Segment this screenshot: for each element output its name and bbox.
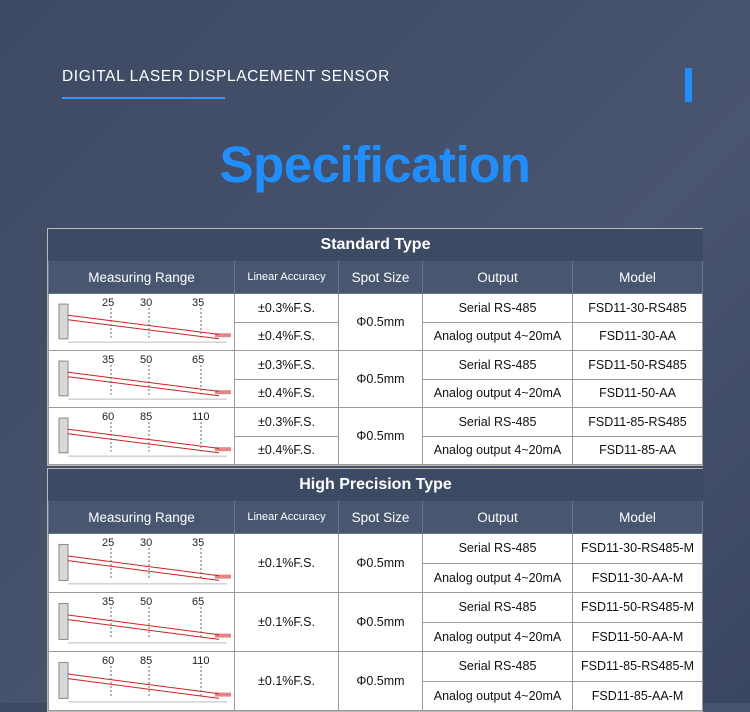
range-label: 50 (140, 596, 153, 608)
output-value: Analog output 4~20mA (423, 681, 573, 711)
range-label: 110 (192, 655, 210, 667)
measuring-range-graph (49, 652, 235, 711)
range-label: 65 (192, 354, 205, 366)
page-title: Specification (219, 136, 531, 193)
column-header-linear-accuracy: Linear Accuracy (235, 261, 339, 294)
range-label: 35 (102, 596, 115, 608)
model-value: FSD11-30-AA-M (573, 563, 703, 593)
model-value: FSD11-30-RS485 (573, 294, 703, 323)
model-value: FSD11-50-AA-M (573, 622, 703, 652)
page-header (62, 68, 702, 99)
table-row (49, 408, 703, 437)
table-row (49, 351, 703, 380)
output-value: Serial RS-485 (423, 294, 573, 323)
range-label: 25 (102, 297, 115, 309)
column-header-output: Output (423, 261, 573, 294)
model-value: FSD11-30-AA (573, 322, 703, 351)
linear-accuracy-value: ±0.4%F.S. (235, 379, 339, 408)
range-label: 60 (102, 411, 115, 423)
range-label: 30 (140, 537, 153, 549)
model-value: FSD11-50-AA (573, 379, 703, 408)
column-header-model: Model (573, 261, 703, 294)
column-header-output: Output (423, 501, 573, 534)
linear-accuracy-value: ±0.4%F.S. (235, 322, 339, 351)
range-label: 25 (102, 537, 115, 549)
linear-accuracy-value: ±0.1%F.S. (235, 593, 339, 652)
range-label: 85 (140, 411, 153, 423)
output-value: Analog output 4~20mA (423, 622, 573, 652)
eyebrow-underline (62, 97, 225, 99)
spot-size-value: Φ0.5mm (339, 534, 423, 593)
range-label: 50 (140, 354, 153, 366)
linear-accuracy-value: ±0.3%F.S. (235, 294, 339, 323)
range-label: 65 (192, 596, 205, 608)
output-value: Serial RS-485 (423, 593, 573, 623)
eyebrow-text: DIGITAL LASER DISPLACEMENT SENSOR (62, 68, 390, 85)
linear-accuracy-value: ±0.4%F.S. (235, 436, 339, 465)
spot-size-value: Φ0.5mm (339, 593, 423, 652)
measuring-range-graph (49, 593, 235, 652)
range-label: 110 (192, 411, 210, 423)
model-value: FSD11-85-AA-M (573, 681, 703, 711)
table-row (49, 652, 703, 682)
section-title-standard: Standard Type (49, 230, 703, 261)
column-header-linear-accuracy: Linear Accuracy (235, 501, 339, 534)
range-label: 35 (102, 354, 115, 366)
model-value: FSD11-85-RS485 (573, 408, 703, 437)
column-header-measuring-range: Measuring Range (49, 261, 235, 294)
output-value: Analog output 4~20mA (423, 436, 573, 465)
output-value: Analog output 4~20mA (423, 563, 573, 593)
table-row (49, 294, 703, 323)
output-value: Serial RS-485 (423, 351, 573, 380)
output-value: Serial RS-485 (423, 408, 573, 437)
header-accent-bar (685, 68, 692, 102)
model-value: FSD11-85-AA (573, 436, 703, 465)
linear-accuracy-value: ±0.3%F.S. (235, 408, 339, 437)
column-header-spot-size: Spot Size (339, 501, 423, 534)
linear-accuracy-value: ±0.3%F.S. (235, 351, 339, 380)
table-row (49, 534, 703, 564)
spot-size-value: Φ0.5mm (339, 408, 423, 465)
spot-size-value: Φ0.5mm (339, 294, 423, 351)
measuring-range-graph (49, 351, 235, 408)
spot-size-value: Φ0.5mm (339, 351, 423, 408)
column-header-model: Model (573, 501, 703, 534)
model-value: FSD11-50-RS485-M (573, 593, 703, 623)
range-label: 30 (140, 297, 153, 309)
output-value: Serial RS-485 (423, 534, 573, 564)
linear-accuracy-value: ±0.1%F.S. (235, 652, 339, 711)
range-label: 35 (192, 297, 205, 309)
output-value: Serial RS-485 (423, 652, 573, 682)
linear-accuracy-value: ±0.1%F.S. (235, 534, 339, 593)
measuring-range-graph (49, 408, 235, 465)
measuring-range-graph (49, 294, 235, 351)
measuring-range-graph (49, 534, 235, 593)
column-header-spot-size: Spot Size (339, 261, 423, 294)
output-value: Analog output 4~20mA (423, 379, 573, 408)
section-title-high-precision: High Precision Type (49, 470, 703, 501)
model-value: FSD11-30-RS485-M (573, 534, 703, 564)
range-label: 35 (192, 537, 205, 549)
range-label: 60 (102, 655, 115, 667)
model-value: FSD11-85-RS485-M (573, 652, 703, 682)
output-value: Analog output 4~20mA (423, 322, 573, 351)
table-row (49, 593, 703, 623)
spot-size-value: Φ0.5mm (339, 652, 423, 711)
column-header-measuring-range: Measuring Range (49, 501, 235, 534)
standard-type-table (47, 228, 703, 466)
model-value: FSD11-50-RS485 (573, 351, 703, 380)
high-precision-type-table (47, 468, 703, 712)
range-label: 85 (140, 655, 153, 667)
